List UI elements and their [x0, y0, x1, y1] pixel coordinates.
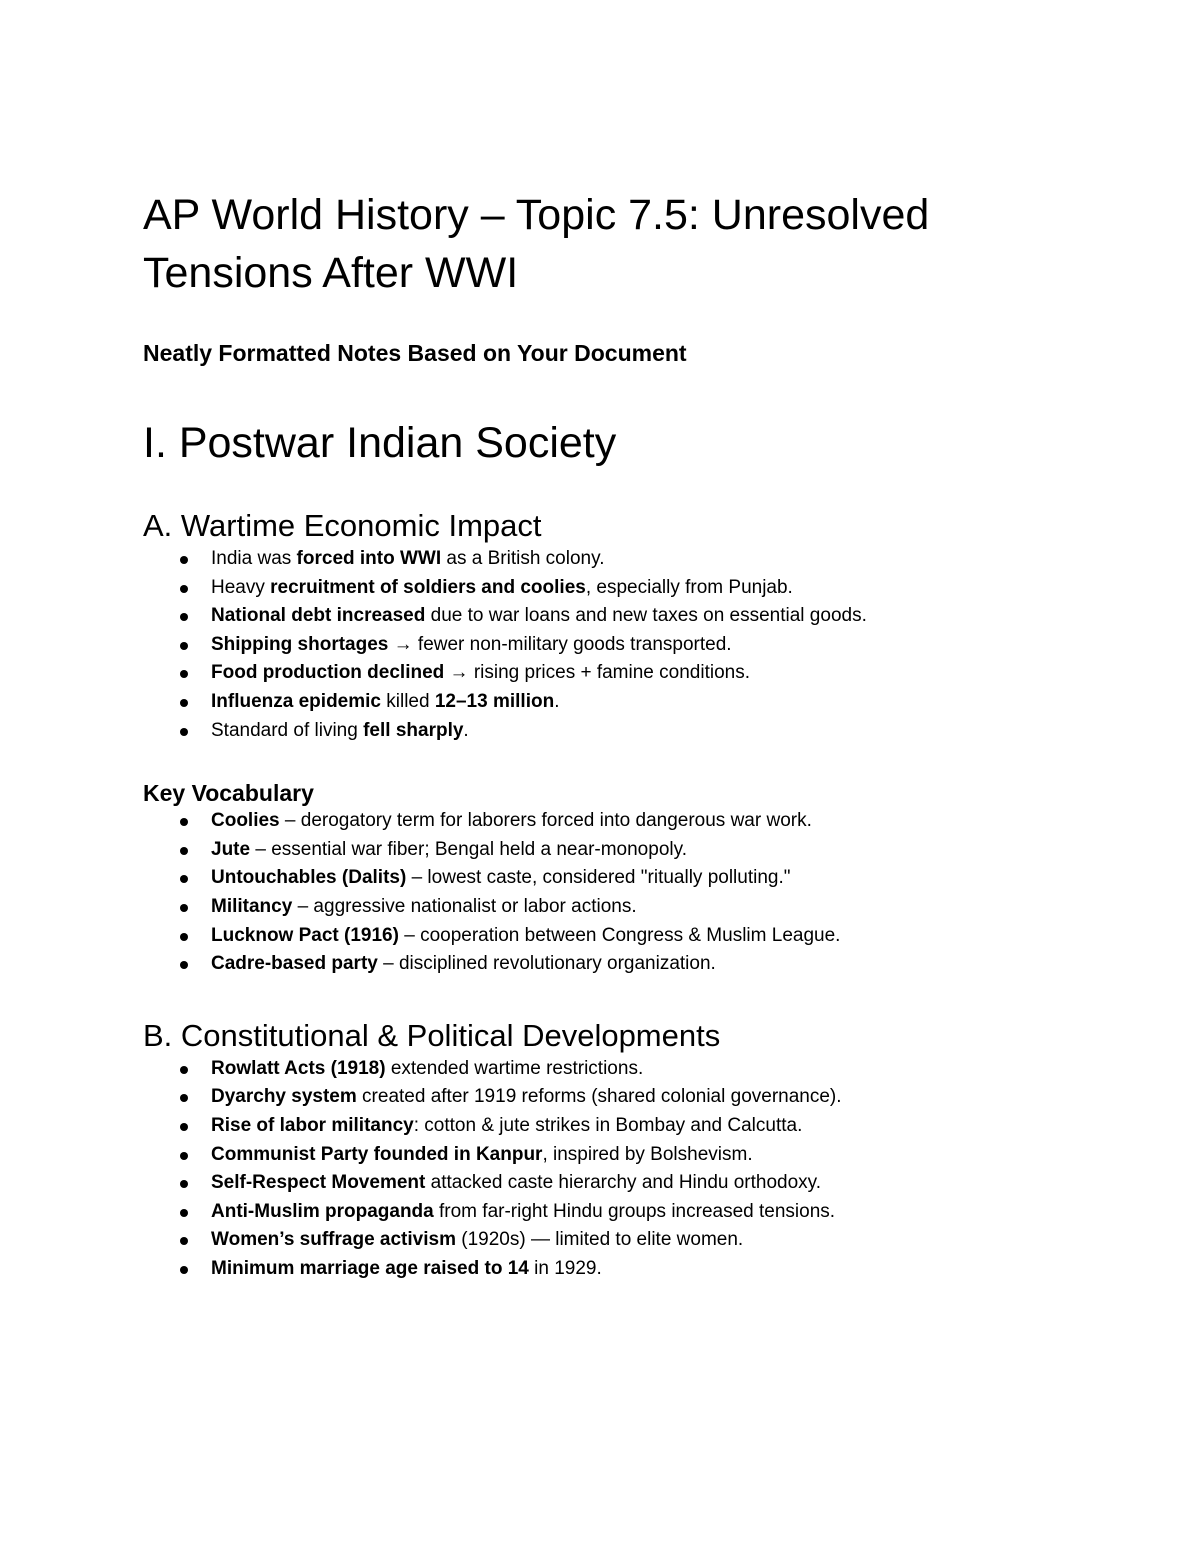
list-item-text: : cotton & jute strikes in Bombay and Calcutta. — [413, 1114, 803, 1136]
bullet-icon — [180, 1237, 188, 1245]
section-heading-postwar-indian-society: I. Postwar Indian Society — [143, 419, 617, 467]
bullet-icon — [180, 613, 188, 621]
list-item-text: as a British colony. — [441, 548, 605, 569]
list-item-text: – aggressive nationalist or labor actions. — [292, 895, 637, 917]
bullet-icon — [180, 1180, 188, 1188]
list-item-text: – cooperation between Congress & Muslim League. — [398, 924, 841, 946]
list-item-text: – essential war fiber; Bengal held a near-monopoly. — [250, 838, 687, 860]
list-item-bold-text: Cadre-based party — [211, 953, 378, 975]
list-item-text: . — [463, 719, 469, 741]
subsection-heading-wartime-economic-impact: A. Wartime Economic Impact — [143, 508, 542, 543]
list-item-text: – lowest caste, considered "ritually polluting." — [406, 867, 791, 889]
bullet-icon — [180, 1266, 188, 1274]
list-item-text: → rising prices + famine conditions. — [444, 662, 750, 684]
list-item — [143, 1226, 1073, 1255]
list-item-text: – derogatory term for laborers forced into dangerous war work. — [279, 810, 812, 832]
list-item — [143, 836, 1073, 865]
list-item — [143, 922, 1073, 951]
list-item — [143, 950, 1073, 979]
list-item — [143, 1198, 1073, 1227]
list-item-text: India was — [211, 548, 297, 569]
list-item — [143, 1169, 1073, 1198]
bullet-icon — [180, 699, 188, 707]
list-item-bold-text: Self-Respect Movement — [211, 1172, 426, 1194]
bullet-icon — [180, 1066, 188, 1074]
document-page — [143, 186, 1073, 1283]
list-item-bold-text: 12–13 million — [434, 690, 555, 712]
list-item — [143, 631, 1073, 660]
list-item-bold-text: Influenza epidemic — [211, 690, 381, 712]
list-item-text: in 1929. — [528, 1257, 602, 1279]
key-vocabulary-list — [143, 807, 1073, 979]
list-item-text: . — [554, 690, 560, 712]
list-item-bold-text: Communist Party founded in Kanpur — [211, 1143, 543, 1165]
list-item-text: → fewer non-military goods transported. — [388, 633, 732, 655]
list-item-text: – disciplined revolutionary organization. — [377, 953, 716, 975]
bullet-icon — [180, 1209, 188, 1217]
list-item-bold-text: forced into WWI — [296, 548, 442, 569]
list-item — [143, 659, 1073, 688]
list-item — [143, 864, 1073, 893]
list-item — [143, 717, 1073, 746]
list-item-text: (1920s) — limited to elite women. — [455, 1229, 744, 1251]
wartime-economic-impact-list — [143, 545, 1073, 745]
bullet-icon — [180, 585, 188, 593]
list-item-text: from far-right Hindu groups increased tensions. — [433, 1200, 836, 1222]
list-item-text: attacked caste hierarchy and Hindu orthodoxy. — [425, 1172, 822, 1194]
constitutional-political-developments-list — [143, 1055, 1073, 1284]
list-item-bold-text: Coolies — [211, 810, 280, 832]
list-item — [143, 1141, 1073, 1170]
list-item — [143, 1112, 1073, 1141]
list-item-bold-text: Untouchables (Dalits) — [211, 867, 407, 889]
document-title — [143, 186, 1073, 302]
bullet-icon — [180, 556, 188, 564]
list-item-bold-text: Rowlatt Acts (1918) — [211, 1057, 386, 1079]
list-item-bold-text: recruitment of soldiers and coolies — [270, 576, 586, 598]
list-item-text: , especially from Punjab. — [585, 576, 793, 598]
bullet-icon — [180, 1094, 188, 1102]
list-item-bold-text: Shipping shortages — [211, 633, 389, 655]
document-title-line-1: AP World History – Topic 7.5: Unresolved — [143, 191, 930, 239]
subsection-heading-key-vocabulary: Key Vocabulary — [143, 780, 314, 807]
list-item-text: created after 1919 reforms (shared colonial governance). — [356, 1086, 842, 1108]
list-item-bold-text: Jute — [211, 838, 251, 860]
bullet-icon — [180, 670, 188, 678]
list-item-bold-text: Dyarchy system — [211, 1086, 357, 1108]
bullet-icon — [180, 818, 188, 826]
list-item-bold-text: National debt increased — [211, 605, 426, 627]
bullet-icon — [180, 875, 188, 883]
list-item-bold-text: Minimum marriage age raised to 14 — [211, 1257, 529, 1279]
list-item-bold-text: Rise of labor militancy — [211, 1114, 414, 1136]
bullet-icon — [180, 1152, 188, 1160]
list-item — [143, 893, 1073, 922]
list-item-text: Standard of living — [211, 719, 364, 741]
list-item-bold-text: Militancy — [211, 895, 293, 917]
bullet-icon — [180, 847, 188, 855]
list-item-bold-text: Anti-Muslim propaganda — [211, 1200, 434, 1222]
list-item — [143, 688, 1073, 717]
list-item — [143, 574, 1073, 603]
document-title-line-2: Tensions After WWI — [143, 249, 519, 297]
list-item-text: Heavy — [211, 576, 271, 598]
bullet-icon — [180, 728, 188, 736]
list-item — [143, 545, 1073, 574]
list-item-text: killed — [380, 690, 435, 712]
list-item-text: due to war loans and new taxes on essential goods. — [425, 605, 867, 627]
list-item — [143, 602, 1073, 631]
bullet-icon — [180, 933, 188, 941]
list-item-bold-text: Women’s suffrage activism — [211, 1229, 456, 1251]
subsection-heading-constitutional-political-developments: B. Constitutional & Political Developments — [143, 1017, 721, 1053]
document-subtitle: Neatly Formatted Notes Based on Your Document — [143, 340, 687, 366]
list-item-text: , inspired by Bolshevism. — [542, 1143, 753, 1165]
list-item-text: extended wartime restrictions. — [385, 1057, 644, 1079]
list-item — [143, 1255, 1073, 1284]
list-item-bold-text: Lucknow Pact (1916) — [211, 924, 399, 946]
bullet-icon — [180, 961, 188, 969]
list-item — [143, 807, 1073, 836]
list-item — [143, 1083, 1073, 1112]
list-item-bold-text: Food production declined — [211, 662, 445, 684]
bullet-icon — [180, 1123, 188, 1131]
list-item — [143, 1055, 1073, 1084]
bullet-icon — [180, 904, 188, 912]
bullet-icon — [180, 642, 188, 650]
list-item-bold-text: fell sharply — [363, 719, 464, 741]
